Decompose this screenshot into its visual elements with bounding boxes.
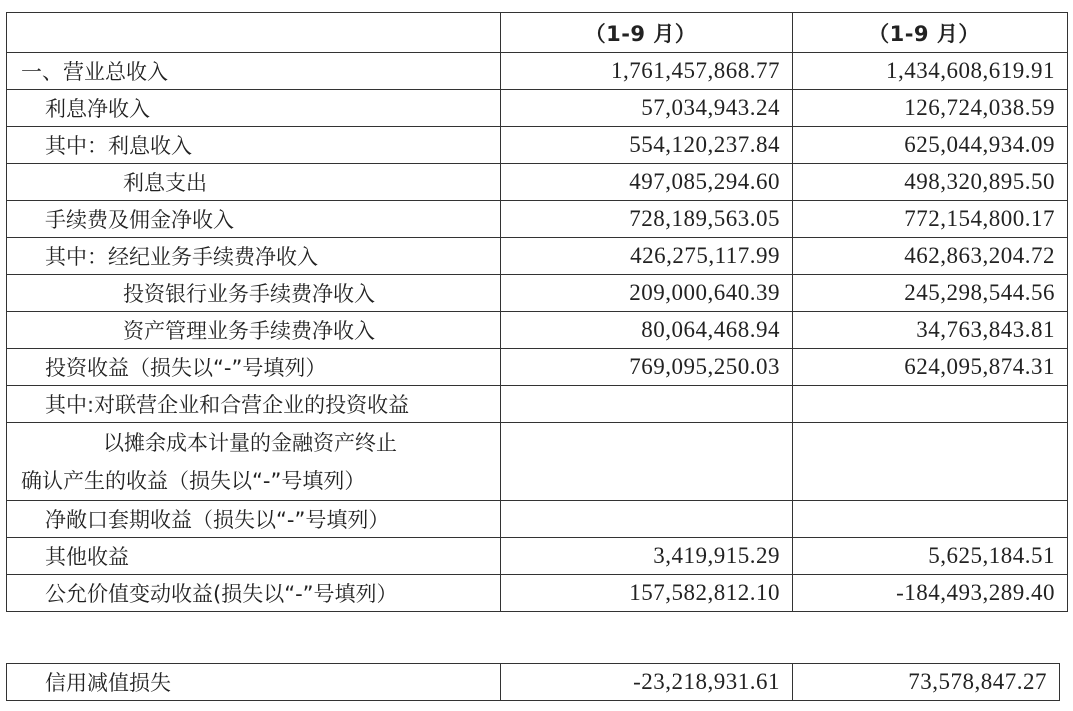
row-value-prior: 34,763,843.81	[793, 312, 1068, 349]
row-value-prior	[793, 423, 1068, 501]
table-row	[7, 386, 1068, 423]
table-row	[7, 501, 1068, 538]
row-value-prior: 625,044,934.09	[793, 127, 1068, 164]
row-value-current: 769,095,250.03	[501, 349, 793, 386]
table-row	[7, 349, 1068, 386]
row-value-current: 554,120,237.84	[501, 127, 793, 164]
income-statement-table-continued	[6, 663, 1060, 701]
row-value-current: 80,064,468.94	[501, 312, 793, 349]
row-value-current: 497,085,294.60	[501, 164, 793, 201]
table-row	[7, 164, 1068, 201]
row-label: 手续费及佣金净收入	[7, 201, 501, 238]
header-period-prior: （1-9 月）	[793, 13, 1068, 53]
table-row	[7, 423, 1068, 501]
row-value-current: 1,761,457,868.77	[501, 53, 793, 90]
row-value-prior: 5,625,184.51	[793, 538, 1068, 575]
row-label: 净敞口套期收益（损失以“-”号填列）	[7, 501, 501, 538]
row-value-prior: 1,434,608,619.91	[793, 53, 1068, 90]
table-row	[7, 575, 1068, 612]
table-row	[7, 127, 1068, 164]
row-value-current: 3,419,915.29	[501, 538, 793, 575]
row-label: 其中:对联营企业和合营企业的投资收益	[7, 386, 501, 423]
row-label-line-2: 确认产生的收益（损失以“-”号填列）	[21, 468, 366, 493]
header-period-current: （1-9 月）	[501, 13, 793, 53]
table-row	[7, 90, 1068, 127]
table-row	[7, 312, 1068, 349]
row-value-prior: 772,154,800.17	[793, 201, 1068, 238]
row-value-current: 426,275,117.99	[501, 238, 793, 275]
header-label-cell	[7, 13, 501, 53]
table-row	[7, 238, 1068, 275]
row-label: 投资收益（损失以“-”号填列）	[7, 349, 501, 386]
row-label: 其中：利息收入	[7, 127, 501, 164]
row-value-current	[501, 386, 793, 423]
header-row	[7, 13, 1068, 53]
row-value-current: 209,000,640.39	[501, 275, 793, 312]
row-value-prior	[793, 386, 1068, 423]
row-value-current	[501, 423, 793, 501]
row-value-current: -23,218,931.61	[501, 664, 793, 701]
row-label: 利息净收入	[7, 90, 501, 127]
row-value-current: 57,034,943.24	[501, 90, 793, 127]
row-value-prior: 126,724,038.59	[793, 90, 1068, 127]
income-statement-table	[6, 12, 1068, 612]
row-label: 其中：经纪业务手续费净收入	[7, 238, 501, 275]
row-value-current: 728,189,563.05	[501, 201, 793, 238]
row-label: 利息支出	[7, 164, 501, 201]
row-label: 其他收益	[7, 538, 501, 575]
row-value-current: 157,582,812.10	[501, 575, 793, 612]
table-row	[7, 201, 1068, 238]
table-row	[7, 53, 1068, 90]
row-value-prior: 245,298,544.56	[793, 275, 1068, 312]
row-value-prior	[793, 501, 1068, 538]
row-label: 信用减值损失	[7, 664, 501, 701]
row-value-prior: 462,863,204.72	[793, 238, 1068, 275]
row-label: 一、营业总收入	[7, 53, 501, 90]
table-row	[7, 664, 1060, 701]
row-label-line-1: 以摊余成本计量的金融资产终止	[103, 430, 397, 455]
row-label-multiline	[7, 423, 501, 501]
row-value-prior: -184,493,289.40	[793, 575, 1068, 612]
row-label: 公允价值变动收益(损失以“-”号填列）	[7, 575, 501, 612]
row-label: 资产管理业务手续费净收入	[7, 312, 501, 349]
table-row	[7, 538, 1068, 575]
row-label: 投资银行业务手续费净收入	[7, 275, 501, 312]
table-row	[7, 275, 1068, 312]
row-value-current	[501, 501, 793, 538]
row-value-prior: 73,578,847.27	[793, 664, 1060, 701]
row-value-prior: 498,320,895.50	[793, 164, 1068, 201]
row-value-prior: 624,095,874.31	[793, 349, 1068, 386]
